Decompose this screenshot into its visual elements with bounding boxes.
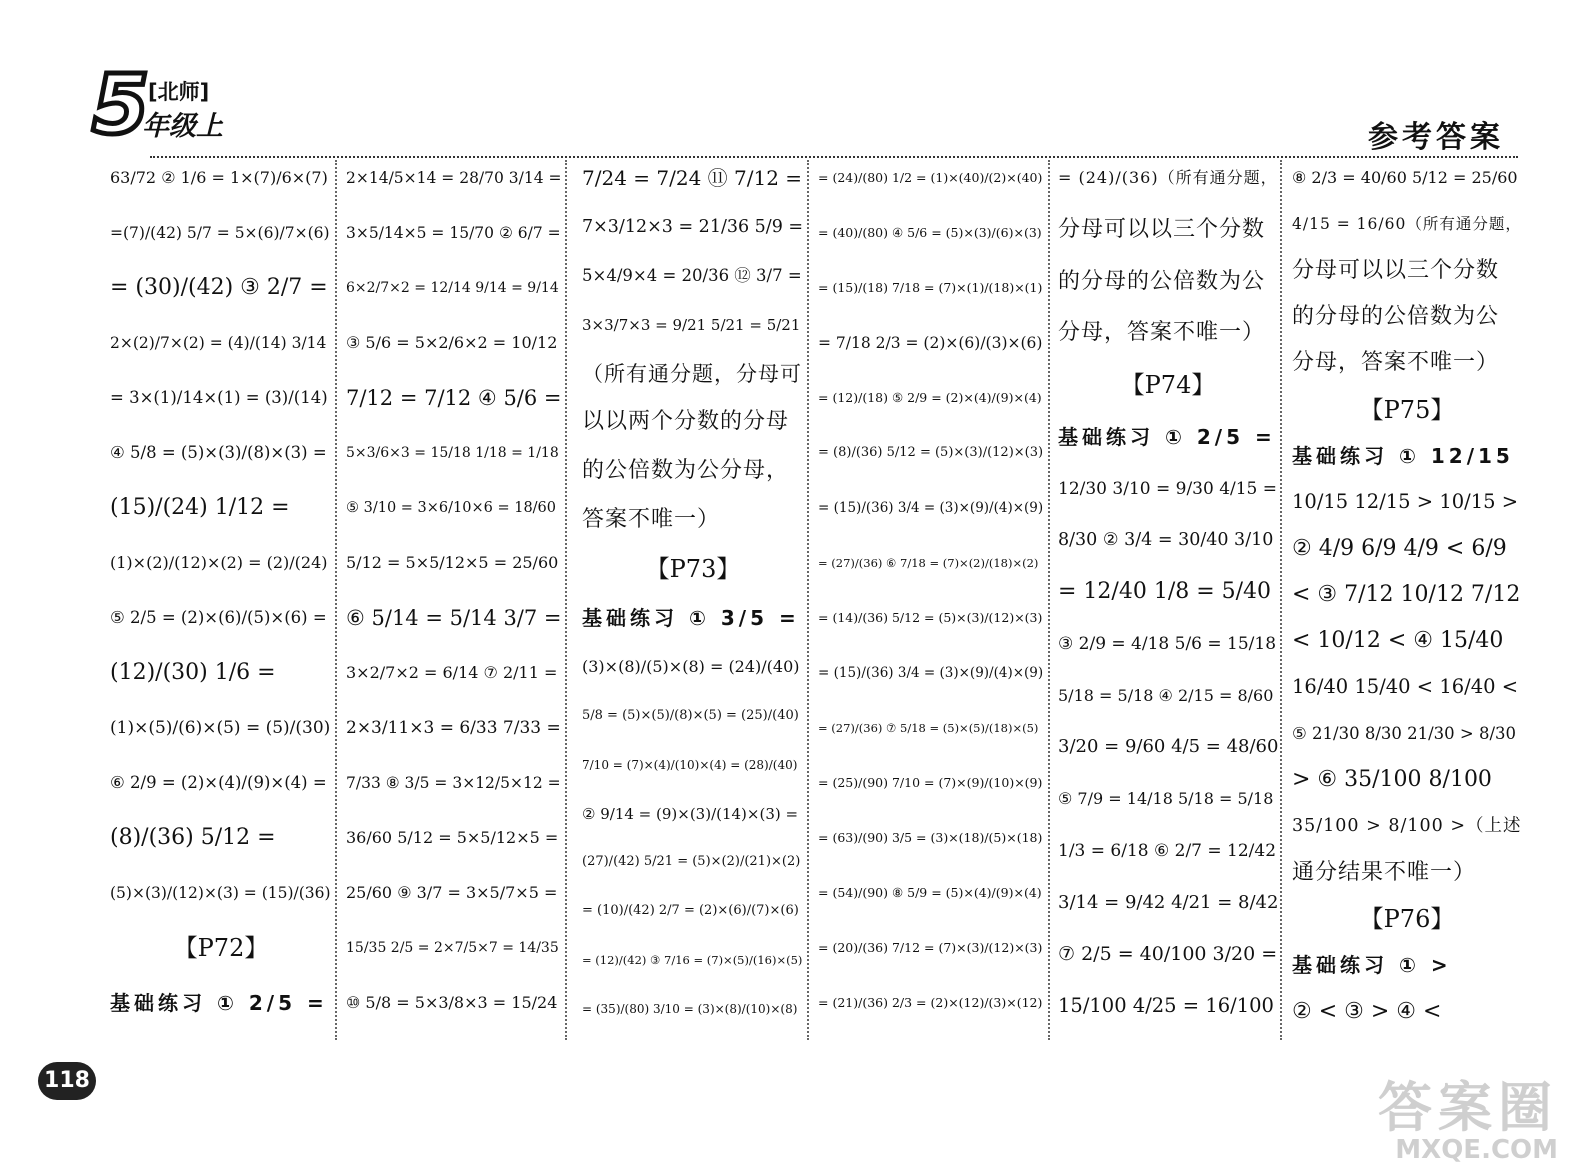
answer-line: 4/15 = 16/60（所有通分题，: [1292, 215, 1522, 233]
answer-line: = (15)/(36) 3/4 = (3)×(9)/(4)×(9): [818, 665, 1044, 681]
answer-line: 5/8 = (5)×(5)/(8)×(5) = (25)/(40): [582, 708, 799, 723]
answer-line: 【P73】: [645, 555, 741, 583]
edition-label: [北师]: [148, 80, 210, 104]
answer-line: 5×4/9×4 = 20/36 ⑫ 3/7 =: [582, 266, 802, 285]
answer-line: ③ 5/6 = 5×2/6×2 = 10/12: [346, 333, 558, 352]
answer-line: (8)/(36) 5/12 =: [110, 825, 276, 850]
answer-line: = (25)/(90) 7/10 = (7)×(9)/(10)×(9): [818, 775, 1043, 790]
answer-line: ② < ③ > ④ <: [1292, 999, 1442, 1024]
answer-line: 基础练习 ① 2/5 =: [1058, 425, 1276, 449]
answer-line: 5×3/6×3 = 15/18 1/18 = 1/18: [346, 445, 559, 461]
answer-line: 3×3/7×3 = 9/21 5/21 = 5/21: [582, 316, 801, 334]
answer-line: > ⑥ 35/100 8/100: [1292, 767, 1492, 792]
answer-line: 基础练习 ① >: [1292, 953, 1452, 977]
answer-line: 分母可以以三个分数: [1292, 258, 1500, 283]
answer-line: 3/14 = 9/42 4/21 = 8/42: [1058, 892, 1279, 913]
answer-line: 的分母的公倍数为公: [1058, 269, 1266, 294]
answer-line: = (63)/(90) 3/5 = (3)×(18)/(5)×(18): [818, 830, 1043, 845]
answer-line: = (27)/(36) ⑦ 5/18 = (5)×(5)/(18)×(5): [818, 721, 1039, 735]
answer-line: = (35)/(80) 3/10 = (3)×(8)/(10)×(8): [582, 1002, 798, 1016]
answer-line: 16/40 15/40 < 16/40 <: [1292, 675, 1519, 698]
answer-line: 3×2/7×2 = 6/14 ⑦ 2/11 =: [346, 663, 558, 682]
answer-line: 15/100 4/25 = 16/100: [1058, 994, 1274, 1017]
answer-line: 的公倍数为公分母，: [582, 458, 790, 483]
answer-line: ⑤ 3/10 = 3×6/10×6 = 18/60: [346, 500, 557, 516]
answer-line: 25/60 ⑨ 3/7 = 3×5/7×5 =: [346, 883, 558, 902]
answer-column-3: [582, 160, 804, 1045]
answer-line: ⑤ 2/5 = (2)×(6)/(5)×(6) =: [110, 608, 327, 627]
answer-line: 36/60 5/12 = 5×5/12×5 =: [346, 828, 559, 847]
answer-line: (3)×(8)/(5)×(8) = (24)/(40): [582, 657, 800, 676]
column-divider: [807, 160, 809, 1040]
answer-line: = (12)/(42) ③ 7/16 = (7)×(5)/(16)×(5): [582, 953, 803, 967]
column-divider: [1280, 160, 1282, 1040]
answer-line: ③ 2/9 = 4/18 5/6 = 15/18: [1058, 634, 1277, 654]
answer-line: 8/30 ② 3/4 = 30/40 3/10: [1058, 530, 1274, 550]
answer-line: = (14)/(36) 5/12 = (5)×(3)/(12)×(3): [818, 610, 1043, 625]
answer-line: ⑩ 5/8 = 5×3/8×3 = 15/24: [346, 993, 558, 1012]
answer-line: （所有通分题，分母可: [582, 362, 802, 386]
answer-line: 7/12 = 7/12 ④ 5/6 =: [346, 386, 562, 410]
answer-line: = (8)/(36) 5/12 = (5)×(3)/(12)×(3): [818, 445, 1044, 460]
watermark: [1378, 1076, 1558, 1165]
answer-line: ⑧ 2/3 = 40/60 5/12 = 25/60: [1292, 168, 1518, 187]
column-divider: [1048, 160, 1050, 1040]
answer-line: ② 9/14 = (9)×(3)/(14)×(3) =: [582, 805, 799, 823]
answer-line: 7/24 = 7/24 ⑪ 7/12 =: [582, 166, 803, 190]
answer-line: < ③ 7/12 10/12 7/12: [1292, 582, 1521, 607]
answer-line: ⑥ 5/14 = 5/14 3/7 =: [346, 606, 562, 630]
answer-line: 6×2/7×2 = 12/14 9/14 = 9/14: [346, 280, 559, 296]
answer-line: ② 4/9 6/9 4/9 < 6/9: [1292, 536, 1507, 561]
answer-line: 10/15 12/15 > 10/15 >: [1292, 490, 1519, 513]
column-divider: [565, 160, 567, 1040]
answer-line: = (15)/(36) 3/4 = (3)×(9)/(4)×(9): [818, 500, 1044, 516]
grade-label: 年级上: [142, 111, 223, 142]
answer-line: ⑦ 2/5 = 40/100 3/20 =: [1058, 943, 1278, 965]
answer-line: = 3×(1)/14×(1) = (3)/(14): [110, 388, 328, 407]
answer-line: 12/30 3/10 = 9/30 4/15 =: [1058, 479, 1278, 499]
answer-line: (27)/(42) 5/21 = (5)×(2)/(21)×(2): [582, 854, 801, 869]
answer-line: 【P76】: [1359, 905, 1455, 933]
answer-line: 【P72】: [173, 934, 269, 962]
answer-line: 答案不唯一）: [582, 507, 721, 532]
answer-column-5: [1058, 160, 1278, 1045]
answer-line: = (12)/(18) ⑤ 2/9 = (2)×(4)/(9)×(4): [818, 390, 1042, 405]
answer-line: = (20)/(36) 7/12 = (7)×(3)/(12)×(3): [818, 940, 1043, 955]
answer-line: 7/33 ⑧ 3/5 = 3×12/5×12 =: [346, 774, 561, 792]
answer-line: < 10/12 < ④ 15/40: [1292, 628, 1504, 653]
answer-line: (5)×(3)/(12)×(3) = (15)/(36): [110, 884, 331, 902]
answer-line: = (40)/(80) ④ 5/6 = (5)×(3)/(6)×(3): [818, 225, 1042, 240]
answer-line: 通分结果不唯一）: [1292, 860, 1477, 885]
answer-line: = (27)/(36) ⑥ 7/18 = (7)×(2)/(18)×(2): [818, 556, 1039, 570]
watermark-url: MXQE.COM: [1395, 1135, 1558, 1165]
grade-number: 5: [92, 58, 150, 153]
answer-line: =(7)/(42) 5/7 = 5×(6)/7×(6): [110, 224, 330, 242]
answer-line: = (54)/(90) ⑧ 5/9 = (5)×(4)/(9)×(4): [818, 885, 1042, 900]
page-title: 参考答案: [1368, 120, 1504, 155]
answer-line: 2×3/11×3 = 6/33 7/33 =: [346, 718, 561, 738]
column-divider: [335, 160, 337, 1040]
answer-line: 基础练习 ① 3/5 =: [582, 606, 800, 630]
answer-line: = (15)/(18) 7/18 = (7)×(1)/(18)×(1): [818, 280, 1043, 295]
answer-line: ④ 5/8 = (5)×(3)/(8)×(3) =: [110, 443, 327, 462]
answer-line: 的分母的公倍数为公: [1292, 304, 1500, 329]
answer-line: 基础练习 ① 2/5 =: [110, 991, 328, 1015]
answer-line: = (24)/(36)（所有通分题，: [1058, 168, 1278, 187]
answer-line: = (10)/(42) 2/7 = (2)×(6)/(7)×(6): [582, 903, 799, 918]
answer-line: = (24)/(80) 1/2 = (1)×(40)/(2)×(40): [818, 170, 1043, 185]
answer-line: 5/12 = 5×5/12×5 = 25/60: [346, 553, 559, 572]
page-number: 118: [38, 1062, 96, 1100]
header-divider: [150, 156, 1518, 158]
answer-line: 【P75】: [1359, 396, 1455, 424]
answer-line: = 12/40 1/8 = 5/40: [1058, 579, 1272, 604]
answer-line: = 7/18 2/3 = (2)×(6)/(3)×(6): [818, 334, 1043, 352]
answer-line: 7/10 = (7)×(4)/(10)×(4) = (28)/(40): [582, 758, 798, 772]
answer-column-2: [346, 160, 562, 1045]
answer-line: 2×(2)/7×(2) = (4)/(14) 3/14: [110, 334, 327, 352]
answer-line: ⑥ 2/9 = (2)×(4)/(9)×(4) =: [110, 773, 327, 792]
answer-line: 以以两个分数的分母: [582, 409, 790, 434]
answer-line: ⑤ 21/30 8/30 21/30 > 8/30: [1292, 724, 1517, 743]
answer-line: 7×3/12×3 = 21/36 5/9 =: [582, 217, 804, 237]
answer-line: = (21)/(36) 2/3 = (2)×(12)/(3)×(12): [818, 995, 1043, 1010]
answer-line: 【P74】: [1120, 371, 1216, 399]
answer-line: 35/100 > 8/100 >（上述: [1292, 816, 1522, 836]
answer-line: (1)×(2)/(12)×(2) = (2)/(24): [110, 553, 328, 572]
answer-line: 3/20 = 9/60 4/5 = 48/60: [1058, 736, 1279, 757]
answer-line: 基础练习 ① 12/15: [1292, 444, 1514, 468]
grade-badge: [92, 58, 252, 153]
answer-line: = (30)/(42) ③ 2/7 =: [110, 275, 328, 300]
answer-line: (15)/(24) 1/12 =: [110, 495, 290, 520]
answer-line: (1)×(5)/(6)×(5) = (5)/(30): [110, 718, 331, 738]
answer-line: 1/3 = 6/18 ⑥ 2/7 = 12/42: [1058, 841, 1277, 861]
answer-column-6: [1292, 160, 1522, 1045]
answer-column-4: [818, 160, 1046, 1045]
answer-line: 2×14/5×14 = 28/70 3/14 =: [346, 169, 562, 187]
answer-line: 5/18 = 5/18 ④ 2/15 = 8/60: [1058, 686, 1274, 705]
answer-line: 分母可以以三个分数: [1058, 217, 1266, 242]
answer-line: (12)/(30) 1/6 =: [110, 660, 276, 685]
answer-column-1: [110, 160, 332, 1045]
watermark-cn: 答案圈: [1378, 1076, 1558, 1139]
answer-line: 分母，答案不唯一）: [1292, 350, 1500, 375]
answer-line: 3×5/14×5 = 15/70 ② 6/7 =: [346, 224, 561, 242]
answer-line: 15/35 2/5 = 2×7/5×7 = 14/35: [346, 940, 559, 956]
answer-line: 63/72 ② 1/6 = 1×(7)/6×(7): [110, 168, 328, 187]
answer-line: 分母，答案不唯一）: [1058, 320, 1266, 345]
answer-line: ⑤ 7/9 = 14/18 5/18 = 5/18: [1058, 789, 1274, 808]
